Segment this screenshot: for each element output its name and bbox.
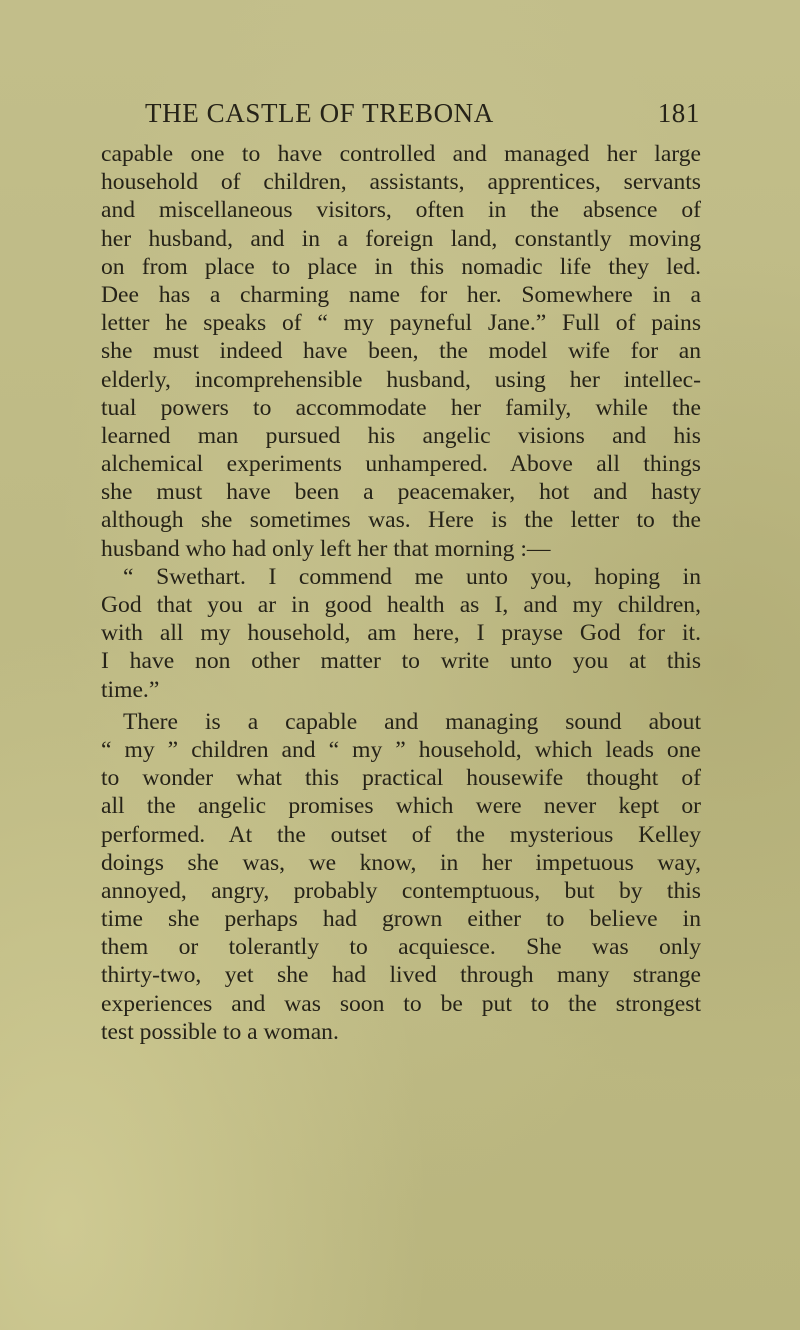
text-line: household of children, assistants, apprentices, servants <box>101 169 701 196</box>
page-number: 181 <box>657 98 700 128</box>
text-line: time.” <box>101 676 160 703</box>
text-line: capable one to have controlled and managed her large <box>101 141 701 167</box>
text-line: husband who had only left her that morning :— <box>101 535 551 562</box>
text-line: and miscellaneous visitors, often in the absence of <box>101 197 701 224</box>
body-text <box>101 140 701 1046</box>
text-line: elderly, incomprehensible husband, using her intellec- <box>101 366 701 393</box>
text-line: them or tolerantly to acquiesce. She was only <box>101 934 701 961</box>
text-line: test possible to a woman. <box>101 1018 339 1045</box>
text-line: to wonder what this practical housewife thought of <box>101 765 701 792</box>
text-line: learned man pursued his angelic visions and his <box>101 422 701 449</box>
running-head-title: THE CASTLE OF TREBONA <box>145 98 494 128</box>
text-line: thirty-two, yet she had lived through many strange <box>101 962 701 989</box>
text-line: “ my ” children and “ my ” household, which leads one <box>101 736 701 763</box>
text-line: with all my household, am here, I prayse God for it. <box>101 620 701 647</box>
text-line: annoyed, angry, probably contemptuous, but by this <box>101 877 701 904</box>
text-line: I have non other matter to write unto you at this <box>101 648 701 675</box>
text-line: she must indeed have been, the model wife for an <box>101 338 701 365</box>
text-line: Dee has a charming name for her. Somewhere in a <box>101 281 701 308</box>
text-line: “ Swethart. I commend me unto you, hoping in <box>123 563 701 590</box>
text-line: letter he speaks of “ my payneful Jane.” Full of pains <box>101 310 701 337</box>
text-line: doings she was, we know, in her impetuous way, <box>101 849 701 876</box>
running-head <box>145 93 700 133</box>
text-line: time she perhaps had grown either to believe in <box>101 906 701 933</box>
text-line: There is a capable and managing sound about <box>123 708 701 735</box>
text-line: she must have been a peacemaker, hot and hasty <box>101 479 701 506</box>
text-line: on from place to place in this nomadic life they led. <box>101 253 701 280</box>
text-line: God that you ar in good health as I, and my children, <box>101 592 701 618</box>
text-line: performed. At the outset of the mysterious Kelley <box>101 821 701 848</box>
text-line: alchemical experiments unhampered. Above all things <box>101 451 701 478</box>
text-line: all the angelic promises which were never kept or <box>101 793 701 820</box>
text-line: her husband, and in a foreign land, constantly moving <box>101 225 701 252</box>
text-line: tual powers to accommodate her family, while the <box>101 394 701 421</box>
text-line: although she sometimes was. Here is the letter to the <box>101 507 701 534</box>
text-line: experiences and was soon to be put to the strongest <box>101 990 701 1017</box>
